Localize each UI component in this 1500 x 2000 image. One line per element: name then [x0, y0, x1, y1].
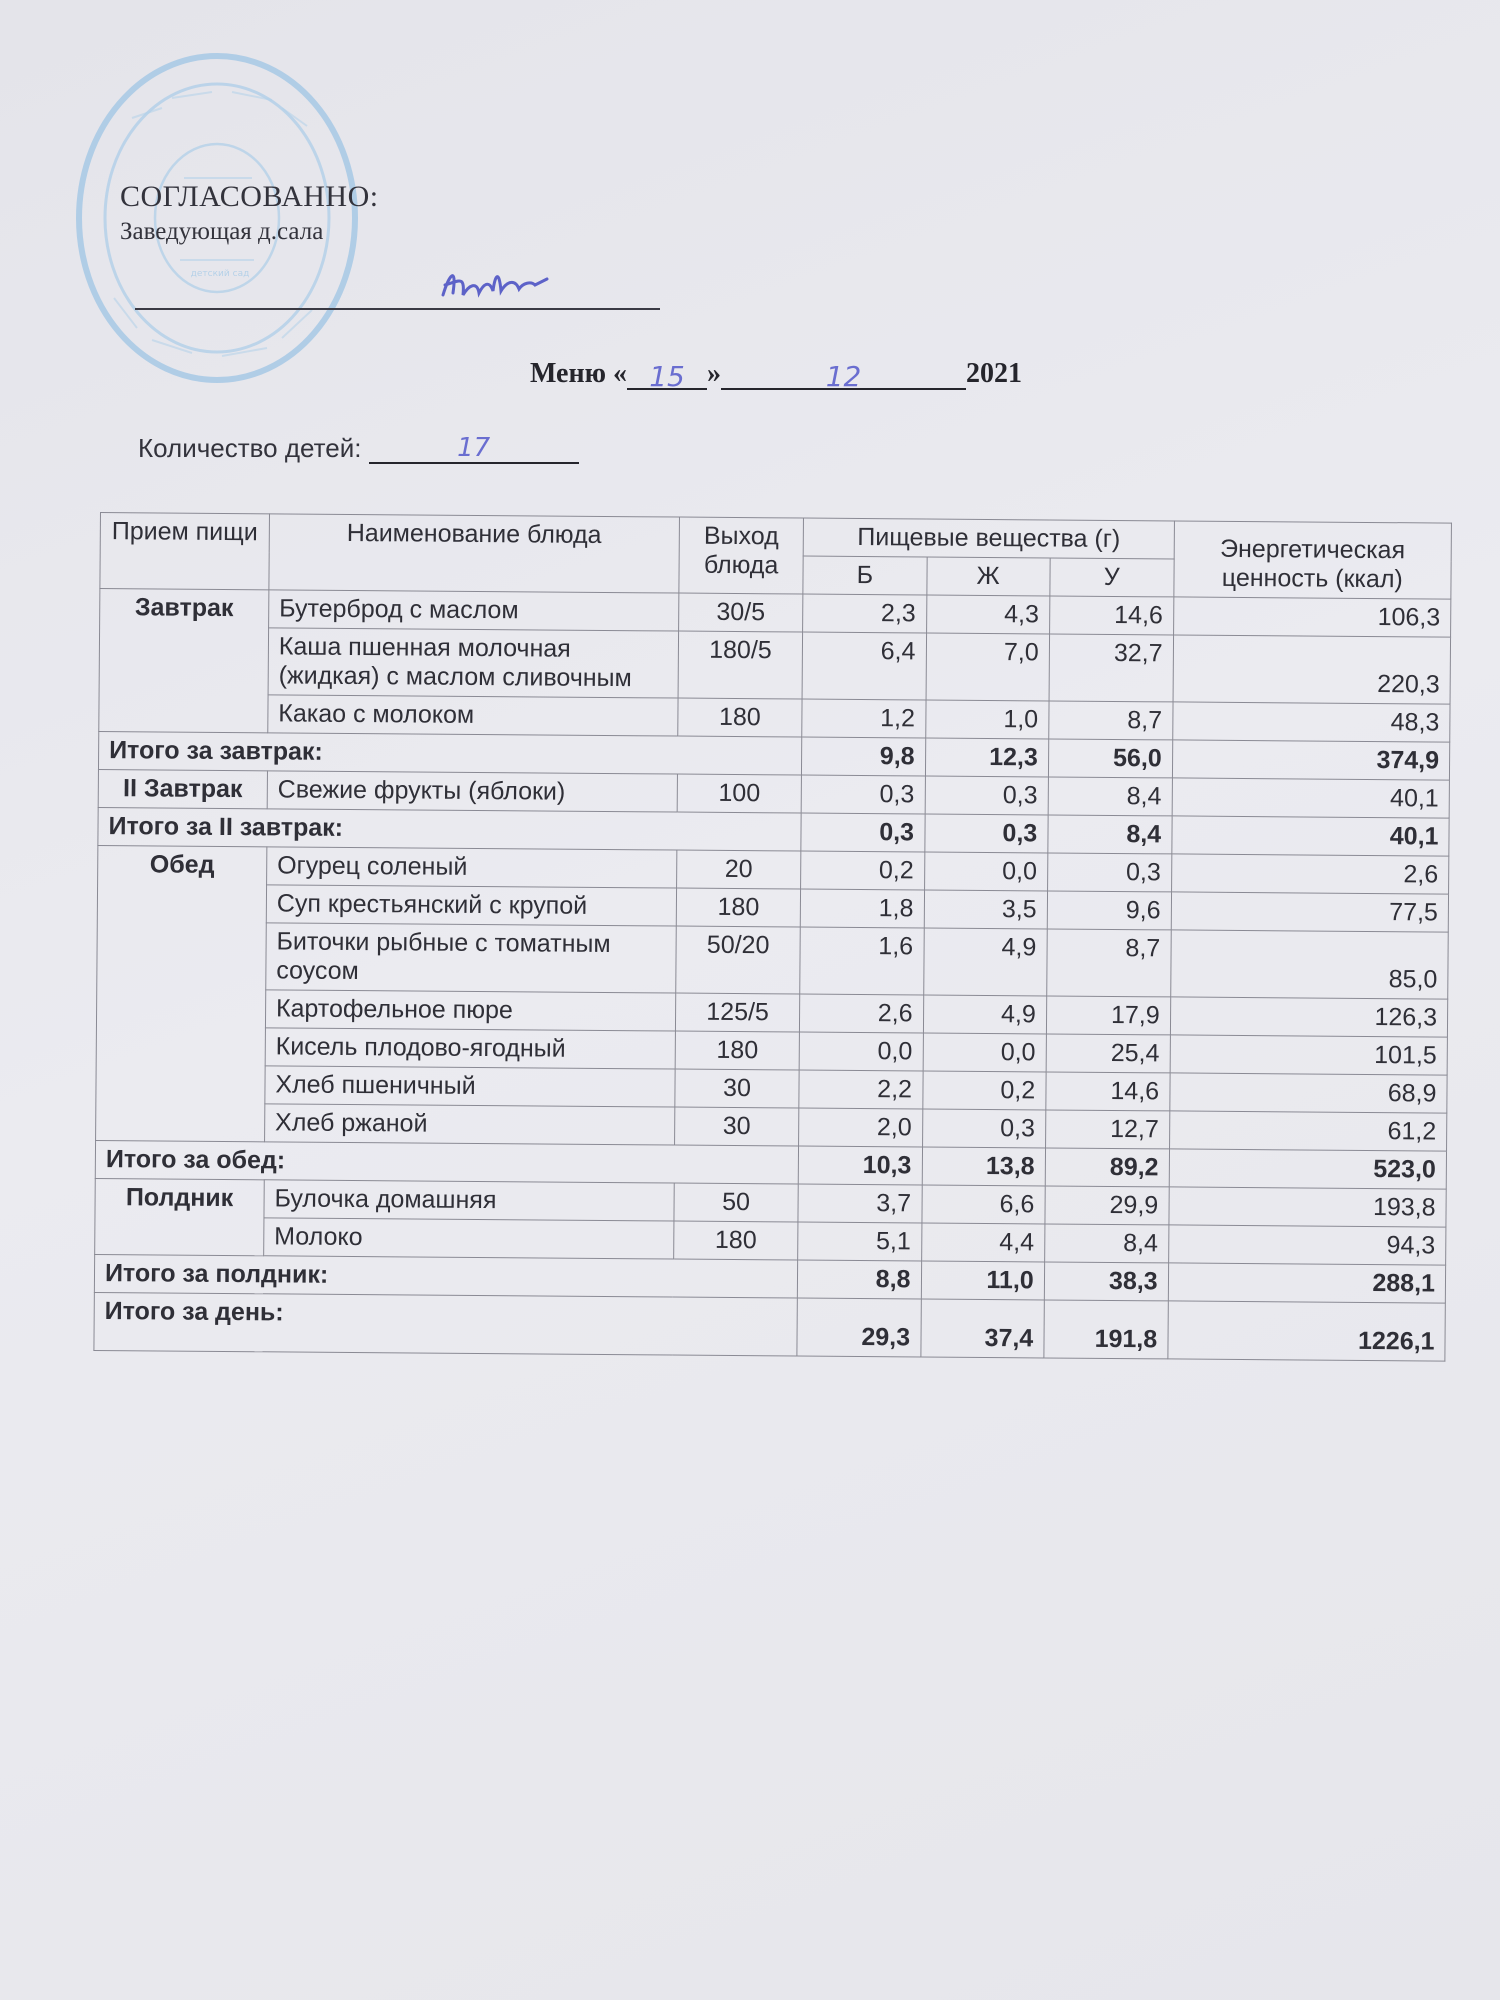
dish-out: 30	[674, 1107, 799, 1146]
header-u: У	[1050, 558, 1174, 597]
dish-u: 8,7	[1048, 701, 1172, 740]
children-count-line	[138, 432, 579, 464]
dish-b: 1,2	[802, 699, 926, 738]
dish-out: 180	[675, 1031, 800, 1070]
dish-u: 8,4	[1048, 777, 1172, 816]
dish-name: Хлеб пшеничный	[265, 1066, 675, 1107]
header-out: Выход блюда	[679, 517, 804, 594]
menu-mid: »	[707, 358, 722, 389]
dish-name: Огурец соленый	[266, 847, 676, 888]
header-nutrients: Пищевые вещества (г)	[803, 518, 1174, 559]
day-total-label: Итого за день:	[94, 1292, 798, 1356]
meal-breakfast2: II Завтрак	[98, 769, 267, 808]
dish-b: 1,6	[800, 927, 924, 995]
approval-title: СОГЛАСОВАННО:	[120, 180, 379, 213]
dish-energy: 40,1	[1172, 778, 1450, 818]
dish-u: 32,7	[1049, 634, 1173, 702]
dish-zh: 0,2	[922, 1071, 1046, 1110]
dish-u: 29,9	[1045, 1186, 1169, 1225]
dish-out: 20	[676, 850, 801, 889]
total-u: 89,2	[1045, 1148, 1169, 1187]
total-label: Итого за завтрак:	[98, 731, 802, 775]
dish-u: 8,4	[1044, 1224, 1168, 1263]
day-total-energy: 1226,1	[1168, 1301, 1446, 1361]
dish-b: 0,2	[801, 851, 925, 890]
dish-b: 1,8	[801, 889, 925, 928]
total-zh: 12,3	[925, 738, 1049, 777]
total-u: 38,3	[1044, 1262, 1168, 1301]
dish-name: Свежие фрукты (яблоки)	[267, 771, 677, 812]
dish-zh: 3,5	[924, 890, 1048, 929]
dish-out: 30/5	[678, 593, 803, 632]
total-zh: 11,0	[921, 1261, 1045, 1300]
dish-zh: 7,0	[926, 633, 1050, 701]
total-u: 8,4	[1048, 815, 1172, 854]
dish-b: 2,3	[803, 594, 927, 633]
total-b: 10,3	[799, 1146, 923, 1185]
dish-energy: 101,5	[1170, 1035, 1448, 1075]
dish-name: Молоко	[264, 1218, 674, 1259]
dish-out: 180/5	[678, 631, 803, 699]
dish-energy: 193,8	[1169, 1187, 1447, 1227]
children-label: Количество детей:	[138, 433, 362, 463]
table-row	[99, 627, 1450, 705]
dish-zh: 0,3	[925, 776, 1049, 815]
dish-name: Биточки рыбные с томатным соусом	[266, 923, 676, 993]
dish-energy: 68,9	[1169, 1073, 1447, 1113]
approval-block	[120, 180, 379, 246]
dish-energy: 126,3	[1170, 997, 1448, 1037]
dish-u: 14,6	[1046, 1072, 1170, 1111]
dish-b: 2,0	[799, 1108, 923, 1147]
total-b: 0,3	[801, 813, 925, 852]
dish-name: Кисель плодово-ягодный	[265, 1028, 675, 1069]
dish-u: 0,3	[1047, 853, 1171, 892]
dish-name: Хлеб ржаной	[264, 1104, 674, 1145]
dish-zh: 4,3	[926, 595, 1050, 634]
dish-out: 30	[675, 1069, 800, 1108]
dish-zh: 4,4	[921, 1223, 1045, 1262]
table-row	[97, 921, 1448, 999]
dish-zh: 0,0	[923, 1033, 1047, 1072]
dish-out: 180	[673, 1221, 798, 1260]
dish-u: 14,6	[1049, 596, 1173, 635]
header-zh: Ж	[926, 557, 1050, 596]
header-b: Б	[803, 556, 927, 595]
meal-snack: Полдник	[95, 1178, 264, 1255]
dish-b: 0,3	[801, 775, 925, 814]
meal-breakfast: Завтрак	[99, 589, 269, 733]
dish-energy: 77,5	[1171, 892, 1449, 932]
dish-zh: 4,9	[923, 928, 1047, 996]
dish-energy: 94,3	[1168, 1225, 1446, 1265]
dish-zh: 0,3	[922, 1109, 1046, 1148]
dish-out: 180	[678, 698, 803, 737]
menu-day-blank	[627, 360, 707, 393]
dish-energy: 106,3	[1173, 597, 1451, 637]
dish-out: 180	[676, 888, 801, 927]
menu-table	[93, 512, 1452, 1362]
dish-name: Картофельное пюре	[265, 990, 675, 1031]
dish-out: 125/5	[675, 993, 800, 1032]
dish-name: Булочка домашняя	[264, 1180, 674, 1221]
dish-u: 9,6	[1047, 891, 1171, 930]
dish-name: Какао с молоком	[268, 695, 678, 736]
meal-lunch: Обед	[96, 845, 267, 1141]
menu-day: 15	[649, 360, 685, 393]
total-label: Итого за II завтрак:	[98, 807, 802, 851]
dish-out: 50/20	[676, 926, 801, 994]
dish-b: 2,2	[799, 1070, 923, 1109]
dish-energy: 220,3	[1173, 635, 1451, 704]
dish-energy: 2,6	[1171, 854, 1449, 894]
dish-b: 5,1	[798, 1222, 922, 1261]
signature-line	[135, 308, 660, 310]
handwritten-signature	[435, 245, 555, 315]
header-energy: Энергетическая ценность (ккал)	[1174, 521, 1452, 599]
total-row-day	[94, 1292, 1445, 1361]
total-zh: 13,8	[922, 1147, 1046, 1186]
approval-role: Заведующая д.сала	[120, 218, 324, 245]
header-dish: Наименование блюда	[269, 514, 679, 593]
total-b: 9,8	[802, 737, 926, 776]
children-count: 17	[457, 433, 491, 463]
dish-zh: 4,9	[923, 995, 1047, 1034]
dish-u: 12,7	[1045, 1110, 1169, 1149]
table-header-row	[100, 513, 1451, 562]
dish-u: 8,7	[1046, 929, 1170, 997]
menu-month: 12	[825, 360, 862, 393]
dish-out: 100	[677, 774, 802, 813]
total-zh: 0,3	[924, 814, 1048, 853]
menu-title	[530, 358, 1023, 393]
dish-energy: 61,2	[1169, 1111, 1447, 1151]
dish-b: 2,6	[800, 994, 924, 1033]
total-label: Итого за полдник:	[94, 1254, 798, 1298]
dish-name: Бутерброд с маслом	[269, 590, 679, 631]
total-b: 8,8	[798, 1260, 922, 1299]
dish-u: 17,9	[1046, 996, 1170, 1035]
total-energy: 374,9	[1172, 740, 1450, 780]
header-meal: Прием пищи	[100, 513, 269, 590]
children-blank	[369, 432, 579, 464]
svg-text:детский сад: детский сад	[190, 269, 250, 279]
dish-out: 50	[674, 1183, 799, 1222]
menu-month-blank	[721, 360, 966, 393]
dish-zh: 1,0	[925, 700, 1049, 739]
dish-zh: 6,6	[921, 1185, 1045, 1224]
dish-name: Каша пшенная молочная (жидкая) с маслом сливочным	[268, 628, 678, 698]
total-label: Итого за обед:	[95, 1140, 799, 1184]
dish-b: 6,4	[802, 632, 926, 700]
menu-prefix: Меню «	[530, 358, 628, 389]
total-energy: 40,1	[1172, 816, 1450, 856]
day-total-u: 191,8	[1044, 1300, 1168, 1359]
dish-energy: 48,3	[1172, 702, 1450, 742]
dish-zh: 0,0	[924, 852, 1048, 891]
total-energy: 288,1	[1168, 1263, 1446, 1303]
menu-year: 2021	[966, 358, 1023, 389]
dish-b: 0,0	[799, 1032, 923, 1071]
total-u: 56,0	[1048, 739, 1172, 778]
day-total-b: 29,3	[797, 1298, 921, 1357]
dish-name: Суп крестьянский с крупой	[266, 885, 676, 926]
dish-u: 25,4	[1046, 1034, 1170, 1073]
dish-energy: 85,0	[1170, 930, 1448, 999]
day-total-zh: 37,4	[920, 1299, 1044, 1358]
dish-b: 3,7	[798, 1184, 922, 1223]
total-energy: 523,0	[1169, 1149, 1447, 1189]
